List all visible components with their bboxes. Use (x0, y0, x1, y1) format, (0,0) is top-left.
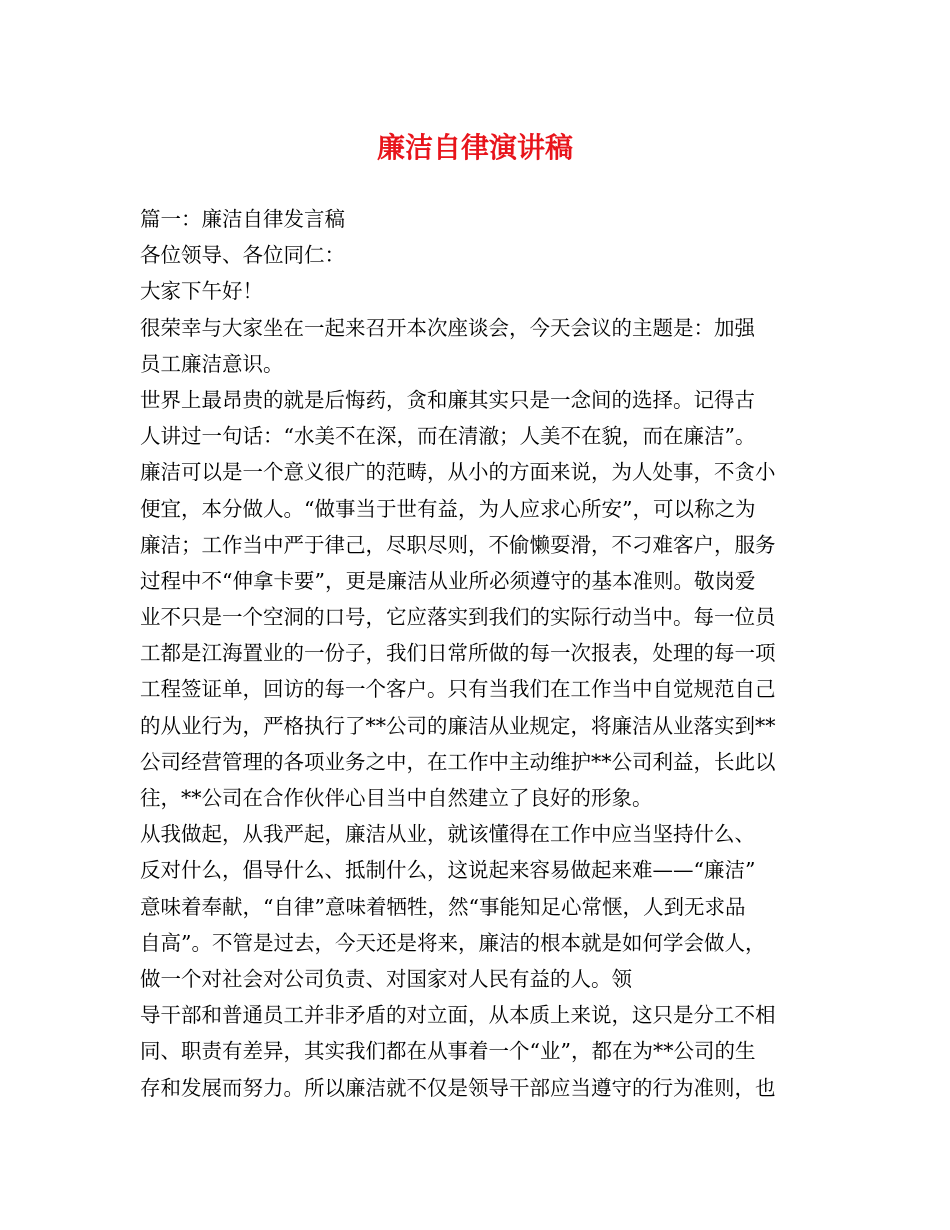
body-line: 业不只是一个空洞的口号，它应落实到我们的实际行动当中。每一位员 (140, 605, 776, 630)
body-line: 自高”。不管是过去，今天还是将来，廉洁的根本就是如何学会做人， (140, 930, 766, 955)
body-line: 意味着奉献，“自律”意味着牺牲，然“事能知足心常惬，人到无求品 (140, 894, 746, 919)
body-line: 往，**公司在合作伙伴心目当中自然建立了良好的形象。 (140, 786, 653, 810)
body-line: 过程中不“伸拿卡要”，更是廉洁从业所必须遵守的基本准则。敬岗爱 (140, 568, 756, 593)
document-body (140, 201, 820, 1106)
body-line: 工都是江海置业的一份子，我们日常所做的每一次报表，处理的每一项 (140, 641, 776, 666)
body-line: 员工廉洁意识。 (140, 351, 284, 376)
body-line: 人讲过一句话：“水美不在深，而在清澈；人美不在貌，而在廉洁”。 (140, 424, 756, 449)
body-line: 世界上最昂贵的就是后悔药，贪和廉其实只是一念间的选择。记得古 (140, 387, 755, 412)
body-line: 廉洁；工作当中严于律己，尽职尽则，不偷懒耍滑，不刁难客户，服务 (140, 532, 776, 557)
body-line: 从我做起，从我严起，廉洁从业，就该懂得在工作中应当坚持什么、 (140, 822, 755, 847)
document-title: 廉洁自律演讲稿 (376, 131, 573, 164)
body-line: 很荣幸与大家坐在一起来召开本次座谈会，今天会议的主题是：加强 (140, 315, 755, 340)
body-line: 便宜，本分做人。“做事当于世有益，为人应求心所安”，可以称之为 (140, 496, 756, 521)
body-line: 反对什么，倡导什么、抵制什么，这说起来容易做起来难——“廉洁” (140, 858, 756, 883)
body-line: 导干部和普通员工并非矛盾的对立面，从本质上来说，这只是分工不相 (140, 1003, 776, 1028)
body-line: 大家下午好！ (140, 279, 263, 304)
body-line: 工程签证单，回访的每一个客户。只有当我们在工作当中自觉规范自己 (140, 677, 776, 702)
body-line: 做一个对社会对公司负责、对国家对人民有益的人。领 (140, 966, 632, 991)
body-line: 存和发展而努力。所以廉洁就不仅是领导干部应当遵守的行为准则，也 (140, 1075, 776, 1100)
body-line: 各位领导、各位同仁： (140, 243, 345, 268)
body-line: 篇一：廉洁自律发言稿 (140, 207, 345, 231)
body-line: 公司经营管理的各项业务之中，在工作中主动维护**公司利益，长此以 (140, 749, 776, 774)
body-line: 廉洁可以是一个意义很广的范畴，从小的方面来说，为人处事，不贪小 (140, 460, 776, 485)
body-line: 同、职责有差异，其实我们都在从事着一个“业”，都在为**公司的生 (140, 1039, 756, 1064)
body-line: 的从业行为，严格执行了**公司的廉洁从业规定，将廉洁从业落实到** (140, 713, 776, 738)
